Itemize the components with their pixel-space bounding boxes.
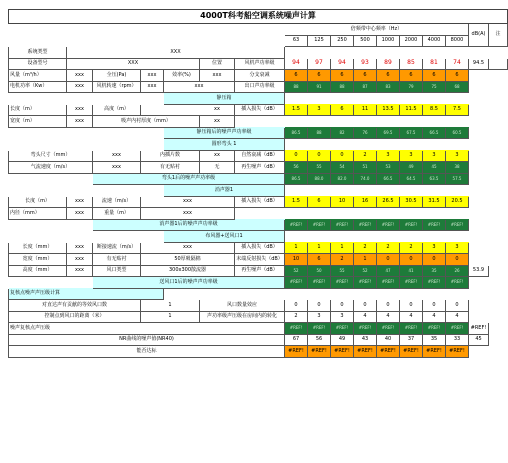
room-count-cell: 0	[423, 300, 446, 312]
device-model-label: 设备型号	[9, 58, 67, 70]
outlet-loss-cell[interactable]: 2	[400, 242, 423, 254]
row-spacer	[285, 185, 508, 197]
plenum-lining-label: 吸声内衬厚度（mm）	[93, 116, 200, 128]
silencer-after-cell: #REF!	[400, 219, 423, 231]
elbow-regen-cell: 53	[377, 162, 400, 174]
outlet-after-cell: #REF!	[308, 277, 331, 289]
elbow-liner-label: 有无贴衬	[141, 162, 200, 174]
room-spl-cell: #REF!	[285, 323, 308, 335]
room-judge-cell: #REF!	[446, 346, 469, 358]
row-spacer	[469, 242, 508, 254]
outlet-power-cell: 91	[308, 81, 331, 93]
room-count-cell: 0	[308, 300, 331, 312]
silencer-loss-cell[interactable]: 16	[354, 196, 377, 208]
outlet-reflection-cell[interactable]: 2	[331, 254, 354, 266]
row-spacer	[469, 254, 508, 266]
silencer-after-cell: #REF!	[308, 219, 331, 231]
outlet-type-label: 风口类型	[93, 265, 141, 277]
elbow-natural-cell[interactable]: 0	[331, 150, 354, 162]
freq-header: 1000	[377, 35, 400, 47]
room-conversion-cell: 3	[331, 311, 354, 323]
motor-power-label: 电机功率（Kw）	[9, 81, 67, 93]
efficiency-label: 效率(%)	[164, 70, 200, 82]
outlet-power-cell: 75	[423, 81, 446, 93]
branch-atten-cell[interactable]: 6	[285, 70, 308, 82]
fan-power-cell[interactable]: 81	[423, 58, 446, 70]
freq-group-header: 倍频带中心频率（Hz）	[285, 24, 469, 36]
fan-power-cell[interactable]: 94	[331, 58, 354, 70]
fan-speed-unit[interactable]: xxx	[164, 81, 235, 93]
branch-atten-label: 分支衰减	[235, 70, 285, 82]
plenum-height-label: 高度（m）	[93, 104, 141, 116]
room-distance-value[interactable]: 1	[141, 311, 200, 323]
row-spacer	[285, 93, 508, 105]
outlet-power-cell: 79	[400, 81, 423, 93]
elbow-regen-cell: 45	[423, 162, 446, 174]
freq-header: 2000	[400, 35, 423, 47]
elbow-after-cell: 74.0	[354, 173, 377, 185]
silencer-after-cell: #REF!	[423, 219, 446, 231]
room-count-cell: 0	[331, 300, 354, 312]
silencer-mass-label: 重量（m）	[93, 208, 141, 220]
silencer-after-cell: #REF!	[377, 219, 400, 231]
room-judge-cell: #REF!	[423, 346, 446, 358]
elbow-after-cell: 57.5	[446, 173, 469, 185]
outlet-regen-cell: 35	[423, 265, 446, 277]
outlet-reflection-label: 末端反射损失（dB）	[235, 254, 285, 266]
silencer-loss-cell[interactable]: 1.5	[285, 196, 308, 208]
silencer-loss-label: 插入损失（dB）	[235, 196, 285, 208]
room-count-cell: 0	[446, 300, 469, 312]
room-count-cell: 0	[400, 300, 423, 312]
outlet-section-header: 布风器+送风口1	[164, 231, 285, 243]
outlet-loss-cell[interactable]: 1	[331, 242, 354, 254]
plenum-loss-cell[interactable]: 8.5	[423, 104, 446, 116]
room-nr-cell: 49	[331, 334, 354, 346]
plenum-loss-cell[interactable]: 6	[331, 104, 354, 116]
silencer-after-cell: #REF!	[331, 219, 354, 231]
plenum-loss-label: 插入损失（dB）	[235, 104, 285, 116]
silencer-length-value[interactable]: xxx	[67, 196, 93, 208]
pressure-value[interactable]: xxx	[141, 70, 164, 82]
airflow-label: 风量（m³/h）	[9, 70, 67, 82]
silencer-length-label: 长度（m）	[9, 196, 67, 208]
row-spacer	[235, 116, 508, 128]
branch-atten-cell[interactable]: 6	[446, 70, 469, 82]
elbow-natural-cell[interactable]: 3	[446, 150, 469, 162]
room-nr-cell: 56	[308, 334, 331, 346]
room-nr-label: NR曲线的噪声值(NR40)	[9, 334, 285, 346]
fan-speed-label: 风机转速（rpm）	[93, 81, 141, 93]
outlet-reflection-cell[interactable]: 1	[354, 254, 377, 266]
room-conversion-cell: 4	[446, 311, 469, 323]
row-spacer	[285, 47, 508, 59]
silencer-loss-cell[interactable]: 30.5	[400, 196, 423, 208]
outlet-after-cell: #REF!	[423, 277, 446, 289]
room-spl-cell: #REF!	[377, 323, 400, 335]
outlet-type-value[interactable]: 300x300散流器	[141, 265, 235, 277]
row-spacer	[489, 265, 508, 277]
outlet-power-cell: 83	[377, 81, 400, 93]
room-spl-label: 噪声复核点声压级	[9, 323, 285, 335]
outlet-after-cell: #REF!	[400, 277, 423, 289]
header-spacer	[9, 24, 285, 47]
room-count-label: 风口数量效应	[200, 300, 285, 312]
room-distance-label: 控制点到风口的距离（米）	[9, 311, 141, 323]
elbow-natural-cell[interactable]: 2	[354, 150, 377, 162]
outlet-length-label: 长度（mm）	[9, 242, 67, 254]
room-nr-cell: 67	[285, 334, 308, 346]
room-conversion-cell: 4	[400, 311, 423, 323]
silencer-after-cell: #REF!	[285, 219, 308, 231]
room-conversion-cell: 2	[285, 311, 308, 323]
elbow-natural-cell[interactable]: 3	[423, 150, 446, 162]
plenum-after-cell: 76	[354, 127, 377, 139]
outlet-velocity-label: 断接速流（m/s）	[93, 242, 141, 254]
room-judge-cell: #REF!	[400, 346, 423, 358]
elbow-regen-cell: 38	[446, 162, 469, 174]
elbow-section-header: 圆形弯头 1	[164, 139, 285, 151]
silencer-after-cell: #REF!	[446, 219, 469, 231]
branch-atten-cell[interactable]: 6	[354, 70, 377, 82]
room-nr-total: 45	[469, 334, 489, 346]
outlet-loss-cell[interactable]: 3	[446, 242, 469, 254]
branch-atten-cell[interactable]: 6	[308, 70, 331, 82]
efficiency-value[interactable]: xxx	[200, 70, 235, 82]
outlet-reflection-cell[interactable]: 0	[446, 254, 469, 266]
room-section-header: 复核点噪声声压级计算	[9, 288, 164, 300]
outlet-after-cell: #REF!	[354, 277, 377, 289]
system-type-label: 系统类型	[9, 47, 67, 59]
room-spl-cell: #REF!	[308, 323, 331, 335]
outlet-loss-cell[interactable]: 3	[423, 242, 446, 254]
dba-header: dB(A)	[469, 24, 489, 47]
section-indent	[9, 127, 164, 139]
room-outlets-label: 对直达声有贡献的等效风口数	[9, 300, 141, 312]
branch-atten-cell[interactable]: 6	[331, 70, 354, 82]
room-nr-cell: 33	[446, 334, 469, 346]
elbow-after-cell: 86.5	[285, 173, 308, 185]
branch-atten-cell[interactable]: 6	[377, 70, 400, 82]
freq-header: 250	[331, 35, 354, 47]
row-spacer	[469, 81, 508, 93]
room-judge-cell: #REF!	[377, 346, 400, 358]
outlet-loss-cell[interactable]: 1	[285, 242, 308, 254]
outlet-after-label: 送风口1后的噪声声功率级	[93, 277, 285, 289]
outlet-after-cell: #REF!	[331, 277, 354, 289]
silencer-velocity-label: 流速（m/s）	[93, 196, 141, 208]
elbow-vanes-value[interactable]: xx	[200, 150, 235, 162]
row-spacer	[469, 311, 508, 323]
outlet-regen-total: 53.9	[469, 265, 489, 277]
plenum-loss-cell[interactable]: 11	[354, 104, 377, 116]
row-gap	[141, 104, 200, 116]
row-spacer	[469, 300, 508, 312]
room-spl-cell: #REF!	[423, 323, 446, 335]
plenum-after-cell: 60.5	[446, 127, 469, 139]
elbow-after-cell: 64.5	[400, 173, 423, 185]
outlet-liner-value[interactable]: 50厚吸隔棉	[141, 254, 235, 266]
outlet-loss-label: 插入损失（dB）	[235, 242, 285, 254]
outlet-velocity-value[interactable]: xxx	[141, 242, 235, 254]
row-spacer	[235, 208, 508, 220]
outlet-power-cell: 68	[446, 81, 469, 93]
plenum-loss-cell[interactable]: 11.5	[400, 104, 423, 116]
page-title: 4000T科考船空调系统噪声计算	[9, 10, 508, 24]
elbow-regen-cell: 54	[331, 162, 354, 174]
plenum-height-value[interactable]: xx	[200, 104, 235, 116]
outlet-liner-label: 有无贴衬	[93, 254, 141, 266]
system-type-value[interactable]: XXX	[67, 47, 285, 59]
silencer-loss-cell[interactable]: 31.5	[423, 196, 446, 208]
outlet-after-cell: #REF!	[285, 277, 308, 289]
outlet-regen-cell: 55	[331, 265, 354, 277]
room-nr-cell: 43	[354, 334, 377, 346]
room-conversion-cell: 3	[308, 311, 331, 323]
branch-atten-cell[interactable]: 6	[400, 70, 423, 82]
plenum-after-cell: 82	[331, 127, 354, 139]
section-indent	[9, 277, 93, 289]
outlet-reflection-cell[interactable]: 6	[308, 254, 331, 266]
row-spacer	[469, 162, 508, 174]
silencer-mass-value[interactable]: xxx	[141, 208, 235, 220]
section-indent	[9, 139, 164, 151]
outlet-after-cell: #REF!	[446, 277, 469, 289]
room-spl-cell: #REF!	[331, 323, 354, 335]
branch-atten-cell[interactable]: 6	[423, 70, 446, 82]
row-spacer	[469, 219, 508, 231]
outlet-reflection-cell[interactable]: 0	[423, 254, 446, 266]
plenum-width-label: 宽度（m）	[9, 116, 67, 128]
silencer-after-cell: #REF!	[354, 219, 377, 231]
row-spacer	[469, 346, 508, 358]
plenum-after-cell: 67.5	[400, 127, 423, 139]
silencer-after-label: 消声器1后的噪声声功率级	[93, 219, 285, 231]
outlet-regen-cell: 47	[377, 265, 400, 277]
row-spacer	[469, 277, 508, 289]
row-spacer	[285, 231, 508, 243]
room-outlets-value[interactable]: 1	[141, 300, 200, 312]
row-spacer	[469, 150, 508, 162]
outlet-loss-cell[interactable]: 2	[354, 242, 377, 254]
silencer-loss-cell[interactable]: 6	[308, 196, 331, 208]
outlet-width-label: 宽度（mm）	[9, 254, 67, 266]
outlet-regen-cell: 52	[285, 265, 308, 277]
plenum-after-cell: 69.5	[377, 127, 400, 139]
elbow-regen-cell: 51	[354, 162, 377, 174]
room-spl-total: #REF!	[469, 323, 489, 335]
silencer-velocity-value[interactable]: xxx	[141, 196, 235, 208]
plenum-after-cell: 66.5	[423, 127, 446, 139]
elbow-after-label: 弯头1后的噪声声功率级	[93, 173, 285, 185]
fan-speed-value[interactable]: xxx	[141, 81, 164, 93]
section-indent	[9, 219, 93, 231]
plenum-section-header: 静压箱	[164, 93, 285, 105]
room-judge-cell: #REF!	[354, 346, 377, 358]
plenum-after-cell: 86.5	[285, 127, 308, 139]
row-spacer	[489, 334, 508, 346]
section-indent	[9, 231, 164, 243]
elbow-liner-value[interactable]: 无	[200, 162, 235, 174]
plenum-width-value[interactable]: xxx	[67, 116, 93, 128]
elbow-regen-cell: 56	[285, 162, 308, 174]
silencer-loss-cell[interactable]: 26.5	[377, 196, 400, 208]
elbow-after-cell: 63.5	[423, 173, 446, 185]
room-judge-cell: #REF!	[285, 346, 308, 358]
room-judge-cell: #REF!	[331, 346, 354, 358]
outlet-power-cell: 88	[331, 81, 354, 93]
elbow-after-cell: 82.0	[331, 173, 354, 185]
plenum-loss-cell[interactable]: 7.5	[446, 104, 469, 116]
room-spl-cell: #REF!	[354, 323, 377, 335]
elbow-natural-label: 自然衰减（dB）	[235, 150, 285, 162]
room-conversion-label: 声功率级声压级在房间内的转化	[200, 311, 285, 323]
plenum-length-label: 长度（m）	[9, 104, 67, 116]
outlet-regen-label: 再生噪声（dB）	[235, 265, 285, 277]
elbow-velocity-label: 气流速度（m/s）	[9, 162, 93, 174]
noise-calc-table	[8, 9, 508, 358]
elbow-after-cell: 88.0	[308, 173, 331, 185]
silencer-diameter-value[interactable]: xxx	[67, 208, 93, 220]
outlet-regen-cell: 26	[446, 265, 469, 277]
room-conversion-cell: 4	[423, 311, 446, 323]
elbow-vanes-label: 内插片数	[141, 150, 200, 162]
room-count-cell: 0	[377, 300, 400, 312]
freq-header: 125	[308, 35, 331, 47]
elbow-natural-cell[interactable]: 3	[377, 150, 400, 162]
motor-power-value[interactable]: xxx	[67, 81, 93, 93]
row-spacer	[469, 70, 508, 82]
plenum-lining-value[interactable]: xx	[200, 116, 235, 128]
silencer-loss-cell[interactable]: 20.5	[446, 196, 469, 208]
freq-header: 4000	[423, 35, 446, 47]
room-conversion-cell: 4	[377, 311, 400, 323]
outlet-width-value[interactable]: xxx	[67, 254, 93, 266]
section-indent	[9, 93, 164, 105]
fan-power-cell[interactable]: 85	[400, 58, 423, 70]
elbow-regen-label: 再生噪声（dB）	[235, 162, 285, 174]
outlet-after-cell: #REF!	[377, 277, 400, 289]
elbow-natural-cell[interactable]: 3	[400, 150, 423, 162]
elbow-natural-cell[interactable]: 0	[285, 150, 308, 162]
row-spacer	[469, 127, 508, 139]
note-header: 注	[489, 24, 508, 47]
room-judge-cell: #REF!	[308, 346, 331, 358]
silencer-loss-cell[interactable]: 10	[331, 196, 354, 208]
room-count-cell: 0	[354, 300, 377, 312]
section-indent	[9, 185, 164, 197]
elbow-size-value[interactable]: xxx	[93, 150, 141, 162]
plenum-length-value[interactable]: xxx	[67, 104, 93, 116]
elbow-velocity-value[interactable]: xxx	[93, 162, 141, 174]
freq-header: 8000	[446, 35, 469, 47]
fan-power-total: 94.5	[469, 58, 489, 70]
position-label: 位置	[200, 58, 235, 70]
section-indent	[9, 173, 93, 185]
room-nr-cell: 37	[400, 334, 423, 346]
elbow-regen-cell: 49	[400, 162, 423, 174]
room-nr-cell: 35	[423, 334, 446, 346]
room-count-cell: 0	[285, 300, 308, 312]
elbow-regen-cell: 55	[308, 162, 331, 174]
row-spacer	[164, 288, 508, 300]
room-conversion-cell: 4	[354, 311, 377, 323]
fan-power-cell[interactable]: 93	[354, 58, 377, 70]
freq-header: 63	[285, 35, 308, 47]
row-spacer	[469, 104, 508, 116]
outlet-reflection-cell[interactable]: 10	[285, 254, 308, 266]
plenum-loss-cell[interactable]: 13.5	[377, 104, 400, 116]
elbow-size-label: 弯头尺寸（mm）	[9, 150, 93, 162]
plenum-after-cell: 88	[308, 127, 331, 139]
note-cell	[489, 58, 508, 70]
room-judge-label: 能否达标	[9, 346, 285, 358]
outlet-regen-cell: 50	[308, 265, 331, 277]
plenum-loss-cell[interactable]: 1.5	[285, 104, 308, 116]
outlet-reflection-cell[interactable]: 0	[377, 254, 400, 266]
outlet-reflection-cell[interactable]: 0	[400, 254, 423, 266]
outlet-height-value[interactable]: xxx	[67, 265, 93, 277]
outlet-power-label: 出口声功率级	[235, 81, 285, 93]
freq-header: 500	[354, 35, 377, 47]
outlet-power-cell: 87	[354, 81, 377, 93]
plenum-after-label: 静压箱后的噪声声功率级	[164, 127, 285, 139]
outlet-regen-cell: 52	[354, 265, 377, 277]
fan-power-cell[interactable]: 89	[377, 58, 400, 70]
pressure-label: 全压(Pa)	[93, 70, 141, 82]
outlet-height-label: 高度（mm）	[9, 265, 67, 277]
room-spl-cell: #REF!	[400, 323, 423, 335]
elbow-natural-cell[interactable]: 0	[308, 150, 331, 162]
fan-power-cell[interactable]: 94	[285, 58, 308, 70]
outlet-loss-cell[interactable]: 2	[377, 242, 400, 254]
outlet-length-value[interactable]: xxx	[67, 242, 93, 254]
airflow-value[interactable]: xxx	[67, 70, 93, 82]
silencer-section-header: 消声器1	[164, 185, 285, 197]
silencer-diameter-label: 内径（mm）	[9, 208, 67, 220]
elbow-after-cell: 66.5	[377, 173, 400, 185]
plenum-loss-cell[interactable]: 3	[308, 104, 331, 116]
fan-power-cell[interactable]: 74	[446, 58, 469, 70]
outlet-regen-cell: 41	[400, 265, 423, 277]
row-spacer	[489, 323, 508, 335]
row-spacer	[469, 196, 508, 208]
row-spacer	[285, 139, 508, 151]
outlet-power-cell: 88	[285, 81, 308, 93]
fan-power-label: 风机声功率级	[235, 58, 285, 70]
row-spacer	[469, 173, 508, 185]
room-nr-cell: 40	[377, 334, 400, 346]
device-model-value[interactable]: XXX	[67, 58, 200, 70]
room-spl-cell: #REF!	[446, 323, 469, 335]
outlet-loss-cell[interactable]: 1	[308, 242, 331, 254]
fan-power-cell[interactable]: 97	[308, 58, 331, 70]
